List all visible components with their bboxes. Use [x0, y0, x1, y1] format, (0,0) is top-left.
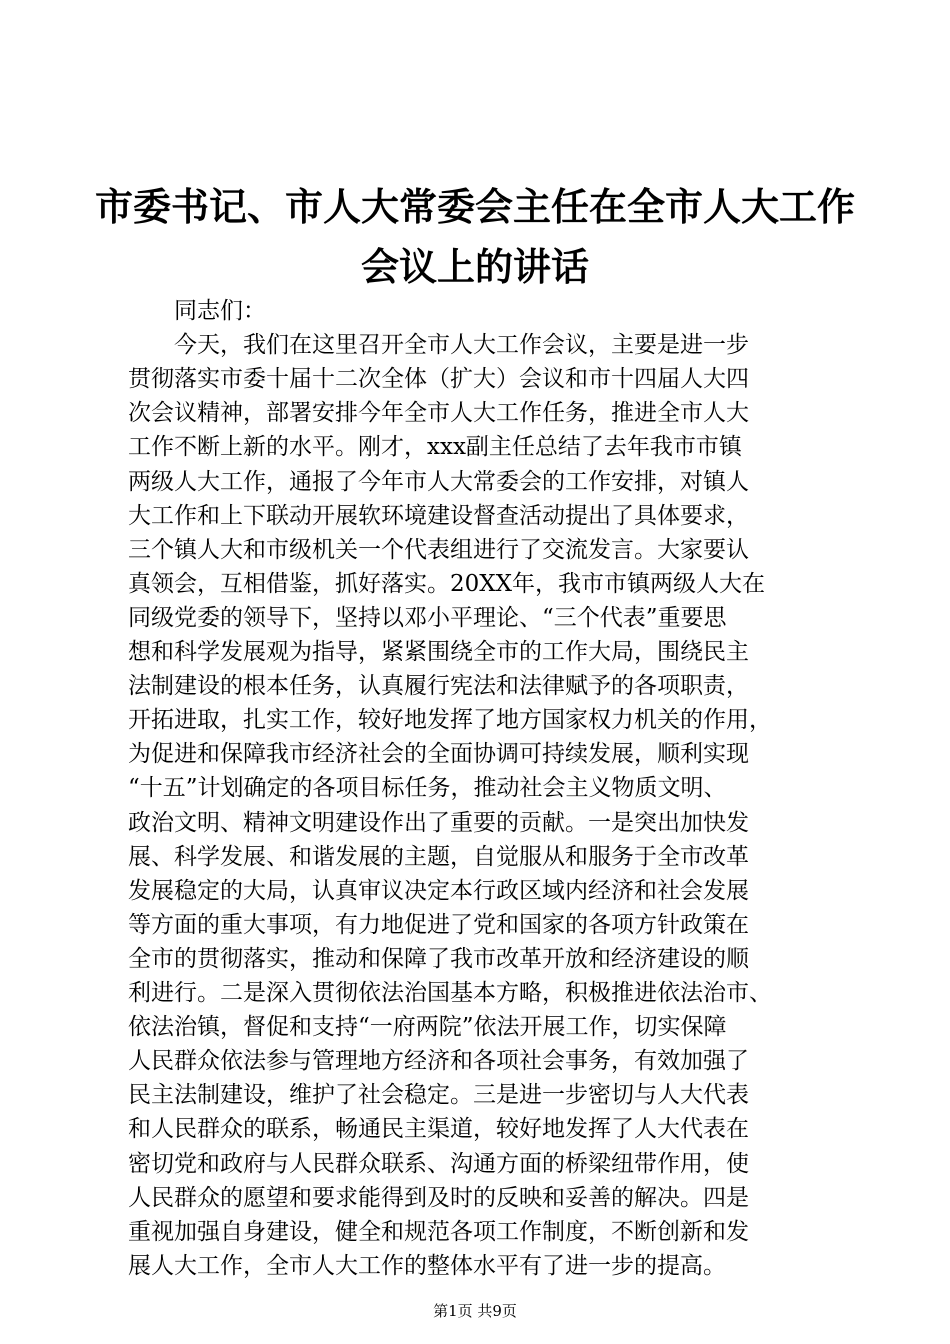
body-text-line: 真领会，互相借鉴，抓好落实。20XX年，我市市镇两级人大在: [128, 570, 766, 597]
body-text-line: 重视加强自身建设，健全和规范各项工作制度，不断创新和发: [128, 1218, 749, 1245]
document-title-line-2: 会议上的讲话: [360, 244, 589, 289]
body-text-line: 和人民群众的联系，畅通民主渠道，较好地发挥了人大代表在: [128, 1116, 749, 1143]
body-text-line: 次会议精神，部署安排今年全市人大工作任务，推进全市人大: [128, 400, 749, 427]
body-text-line: 民主法制建设，维护了社会稳定。三是进一步密切与人大代表: [128, 1082, 749, 1109]
body-text-line: 两级人大工作，通报了今年市人大常委会的工作安排，对镇人: [128, 468, 749, 495]
body-text-line: 利进行。二是深入贯彻依法治国基本方略，积极推进依法治市、: [128, 980, 772, 1006]
body-text-line: 等方面的重大事项，有力地促进了党和国家的各项方针政策在: [128, 911, 749, 938]
body-text-line: 为促进和保障我市经济社会的全面协调可持续发展，顺利实现: [128, 741, 749, 768]
body-text-line: 想和科学发展观为指导，紧紧围绕全市的工作大局，围绕民主: [128, 639, 749, 665]
body-text-line: 发展稳定的大局，认真审议决定本行政区域内经济和社会发展: [128, 877, 749, 904]
body-text-line: 开拓进取，扎实工作，较好地发挥了地方国家权力机关的作用，: [128, 707, 772, 734]
body-text-line: 三个镇人大和市级机关一个代表组进行了交流发言。大家要认: [128, 536, 749, 563]
body-text-line: 人民群众的愿望和要求能得到及时的反映和妥善的解决。四是: [128, 1184, 749, 1211]
body-text-line: 展人大工作，全市人大工作的整体水平有了进一步的提高。: [128, 1252, 726, 1279]
body-text-line: 同级党委的领导下，坚持以邓小平理论、“三个代表”重要思: [128, 604, 727, 631]
body-text-line: 依法治镇，督促和支持“一府两院”依法开展工作，切实保障: [128, 1014, 727, 1041]
document-title-line-1: 市委书记、市人大常委会主任在全市人大工作: [94, 184, 855, 229]
body-text-line: 贯彻落实市委十届十二次全体（扩大）会议和市十四届人大四: [128, 366, 749, 393]
body-text-line: 同志们：: [128, 298, 266, 324]
body-text-line: 密切党和政府与人民群众联系、沟通方面的桥梁纽带作用，使: [128, 1150, 749, 1177]
page-footer: 第1页 共9页: [433, 1302, 517, 1320]
body-text-line: “十五”计划确定的各项目标任务，推动社会主义物质文明、: [128, 775, 727, 802]
body-text-line: 大工作和上下联动开展软环境建设督查活动提出了具体要求，: [128, 502, 749, 529]
body-text-line: 工作不断上新的水平。刚才，xxx副主任总结了去年我市市镇: [128, 434, 742, 461]
body-text-line: 人民群众依法参与管理地方经济和各项社会事务，有效加强了: [128, 1048, 749, 1075]
body-text-line: 今天，我们在这里召开全市人大工作会议，主要是进一步: [128, 332, 749, 359]
body-text-line: 法制建设的根本任务，认真履行宪法和法律赋予的各项职责，: [128, 673, 749, 700]
body-text-line: 政治文明、精神文明建设作出了重要的贡献。一是突出加快发: [128, 809, 749, 836]
body-text-line: 全市的贯彻落实，推动和保障了我市改革开放和经济建设的顺: [128, 945, 749, 972]
body-text-line: 展、科学发展、和谐发展的主题，自觉服从和服务于全市改革: [128, 843, 749, 870]
